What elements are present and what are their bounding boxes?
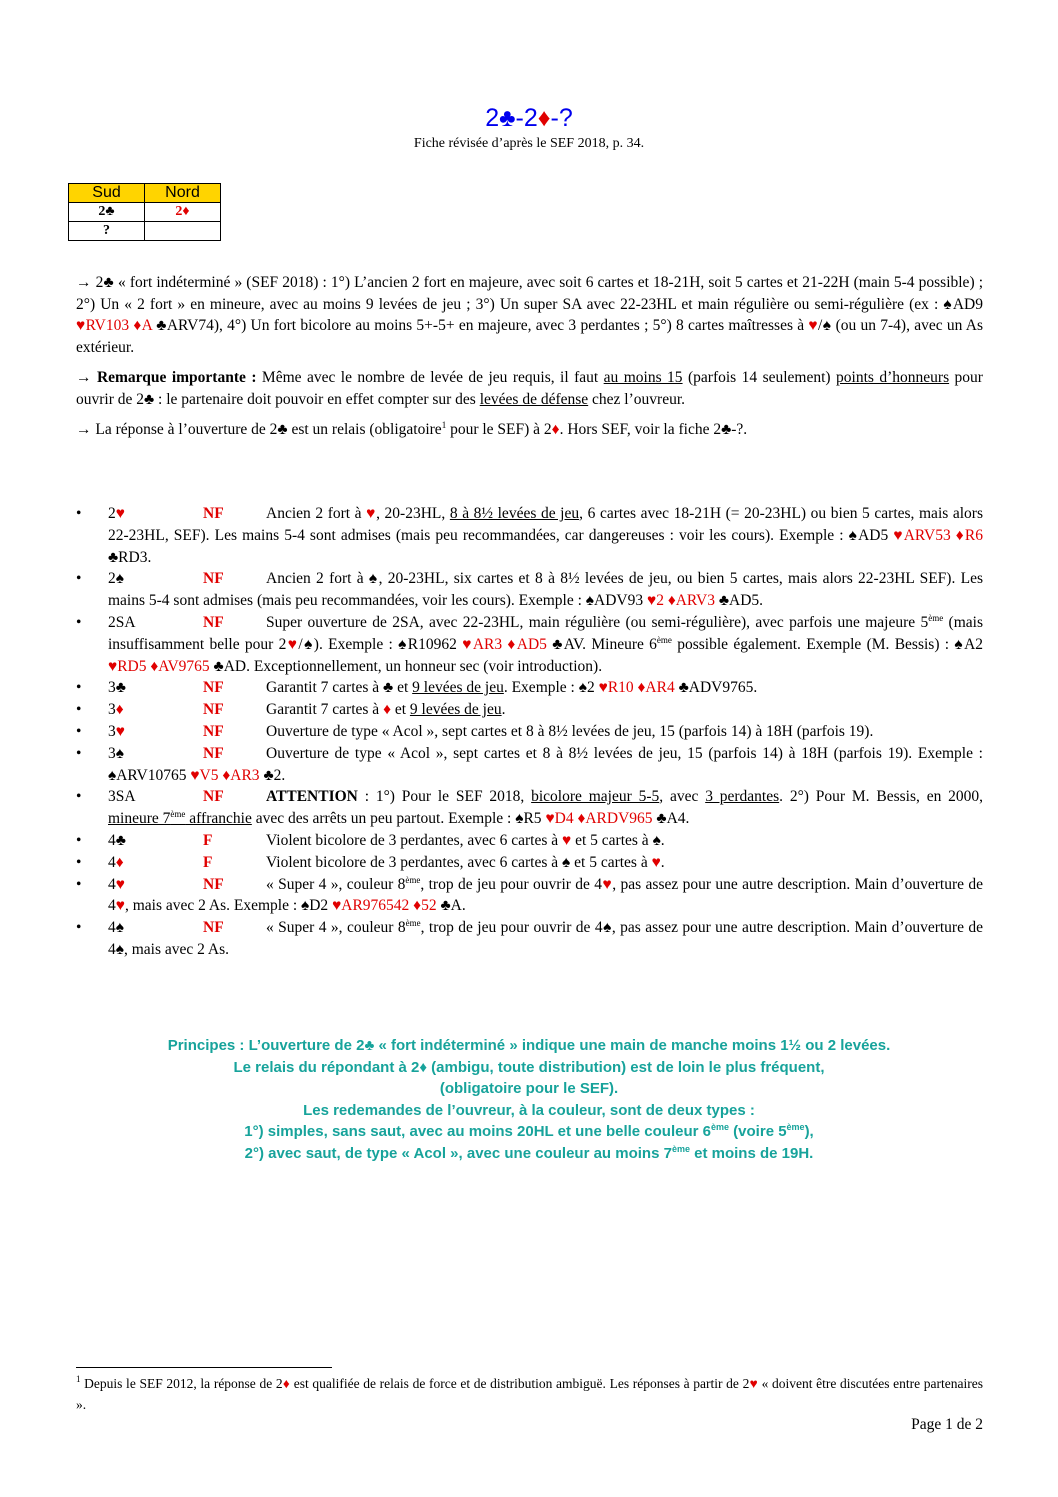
bid-level: 3 <box>108 722 116 740</box>
bullet: • <box>76 788 82 806</box>
text: « Super 4 », couleur 8 <box>266 875 406 893</box>
text: Garantit 7 cartes à ♣ et <box>266 679 413 697</box>
force-label: NF <box>203 679 224 697</box>
diamond-symbol: ♦ <box>115 853 124 871</box>
next-bid: ? <box>69 222 145 241</box>
text: . 2°) Pour M. Bessis, en 2000, <box>779 788 984 806</box>
bid-level: 4 <box>108 875 116 893</box>
superscript: ème <box>786 1122 805 1132</box>
text: ♣ARV74), 4°) Un fort bicolore au moins 5+-5+ en majeure, avec 3 perdantes ; 5°) 8 cartes maîtresses à <box>152 317 809 334</box>
text: . <box>660 853 665 871</box>
remark-label: → Remarque importante : <box>76 369 257 386</box>
text: « Super 4 », couleur 8 <box>266 919 406 937</box>
diamond-symbol: ♦ <box>383 701 391 719</box>
text: : 1°) Pour le SEF 2018, <box>357 788 532 806</box>
text: et moins de 19H. <box>689 1144 814 1162</box>
text: , mais avec 2 As. Exemple : ♠D2 <box>124 897 333 915</box>
bullet: • <box>76 613 82 631</box>
bullet: • <box>76 853 82 871</box>
bid-code <box>108 852 203 874</box>
example-red: ♥R10 ♦AR4 <box>598 679 675 697</box>
text: ♣RD3. <box>108 548 152 566</box>
text: Ouverture de type « Acol », sept cartes et 8 à 8½ levées de jeu, 15 (parfois 14) à 18H (parfois 19). Exemple : ♠ARV10765 <box>108 744 983 784</box>
force-label: NF <box>203 744 224 762</box>
bidding-table <box>68 183 221 241</box>
diamond-symbol: ♦ <box>115 701 124 719</box>
header-nord: Nord <box>145 184 221 203</box>
text: Depuis le SEF 2012, la réponse de 2 <box>80 1376 283 1391</box>
underlined-text: levées de défense <box>479 390 589 408</box>
heart-symbol: ♥ <box>115 875 125 893</box>
footnote-number: 1 <box>76 1374 81 1384</box>
bid-item-3c <box>0 677 983 699</box>
principles-line: Principes : L’ouverture de 2♣ « fort indéterminé » indique une main de manche moins 1½ ou 2 levées. <box>167 1037 891 1054</box>
footnote-divider <box>76 1367 332 1368</box>
bid-item-4d <box>0 852 983 874</box>
bullet: • <box>76 919 82 937</box>
text: , trop de jeu pour ouvrir de 4♠, pas assez pour une autre description. Main d’ouverture de 4♠, mais avec 2 As. <box>108 919 984 958</box>
bid-level: 3 <box>108 701 116 719</box>
text: avec des arrêts un peu partout. Exemple : ♠R5 <box>251 810 546 828</box>
text: , trop de jeu pour ouvrir de 4 <box>420 875 603 893</box>
text: ♣ADV9765. <box>674 679 758 697</box>
underlined-text: 9 levées de jeu <box>412 679 504 697</box>
force-label: F <box>203 853 213 871</box>
text: → 2♣ « fort indéterminé » (SEF 2018) : 1°) L’ancien 2 fort en majeure, avec soit 6 cartes et 18-21H, soit 5 cartes et 21-22H (main 5-4 possible) ; 2°) Un « 2 fort » en mineure, avec au moins 9 levées de jeu ; 3°) Un super SA avec 22-23HL et main régulière ou semi-régulière (ex : ♠AD9 <box>76 274 983 313</box>
title-part: -? <box>550 104 573 132</box>
bid-code: 4♠ <box>108 919 124 937</box>
bullet: • <box>76 875 82 893</box>
diamond-symbol: ♦ <box>551 421 560 438</box>
bid-code <box>108 699 203 721</box>
heart-symbol: ♥ <box>562 831 572 849</box>
force-label: NF <box>203 613 224 631</box>
bid-item-2h <box>0 503 983 568</box>
text: et <box>390 701 410 719</box>
force-label: NF <box>203 570 224 588</box>
bid-code: 2SA <box>108 613 136 631</box>
bullet: • <box>76 570 82 588</box>
text: (mais insuffisamment belle pour 2 <box>108 613 983 653</box>
bid-item-2s <box>0 568 983 612</box>
underlined-text: bicolore majeur 5-5 <box>531 788 660 806</box>
bullet: • <box>76 722 82 740</box>
example-red: ♥RV103 ♦A <box>76 317 153 334</box>
text: « doivent être discutées entre partenaires ». <box>76 1376 984 1412</box>
text: ♣2. <box>259 766 286 784</box>
page-subtitle: Fiche révisée d’après le SEF 2018, p. 34. <box>413 136 645 151</box>
bid-level: 2 <box>108 505 116 522</box>
example-red: ♥RD5 ♦AV9765 <box>108 657 210 675</box>
force-label: F <box>203 831 213 849</box>
text: possible également. Exemple (M. Bessis) : ♠A2 <box>671 635 984 653</box>
intro-paragraph-2 <box>76 367 983 410</box>
text: pour le SEF) à 2 <box>446 421 552 438</box>
heart-symbol: ♥ <box>115 505 125 522</box>
text: . Exemple : ♠2 <box>503 679 599 697</box>
bid-code: 4♣ <box>108 831 126 849</box>
superscript: ème <box>928 612 944 623</box>
text: ♣A4. <box>652 810 690 828</box>
intro-paragraph-1 <box>76 272 983 358</box>
footnote <box>76 1373 983 1415</box>
text: /♠ (ou un 7-4), avec un As extérieur. <box>76 317 983 356</box>
heart-symbol: ♥ <box>808 317 818 334</box>
text: pour ouvrir de 2♣ : le partenaire doit pouvoir en effet compter sur des <box>76 369 983 408</box>
superscript: ème <box>405 874 421 885</box>
text: est qualifiée de relais de force et de distribution ambiguë. Les réponses à partir de 2 <box>290 1376 750 1391</box>
underlined-text: 8 à 8½ levées de jeu <box>449 505 580 522</box>
example-red: ♥AR3 ♦AD5 <box>462 635 547 653</box>
heart-symbol: ♥ <box>651 853 661 871</box>
text: (voire 5 <box>729 1123 787 1140</box>
bullet: • <box>76 831 82 849</box>
text: et 5 cartes à ♠. <box>571 831 665 849</box>
superscript: ème <box>405 918 421 929</box>
text: chez l’ouvreur. <box>588 390 686 408</box>
bullet: • <box>76 701 82 719</box>
principles-line: (obligatoire pour le SEF). <box>439 1080 619 1097</box>
empty-cell <box>145 222 221 241</box>
heart-symbol: ♥ <box>115 722 125 740</box>
underlined-text: 9 levées de jeu <box>409 701 502 719</box>
south-bid: 2♣ <box>69 203 145 222</box>
bid-level: 4 <box>108 853 116 871</box>
heart-symbol: ♥ <box>366 505 377 522</box>
bid-code: 3SA <box>108 788 136 806</box>
text: . <box>501 701 506 719</box>
attention-label: ATTENTION <box>266 788 358 806</box>
intro-paragraph-3 <box>76 419 983 441</box>
principles-line: Le relais du répondant à 2♦ (ambigu, toute distribution) est de loin le plus fréquent, <box>233 1058 825 1076</box>
text: Violent bicolore de 3 perdantes, avec 6 cartes à ♠ et 5 cartes à <box>266 853 652 871</box>
page-title <box>0 103 1058 133</box>
text: Garantit 7 cartes à <box>266 701 384 719</box>
force-label: NF <box>203 788 224 806</box>
bid-code <box>108 874 203 896</box>
text: Ancien 2 fort à <box>266 505 367 522</box>
title-part: 2♣-2 <box>485 104 538 132</box>
bid-code <box>108 721 203 743</box>
bid-item-3nt <box>0 786 983 830</box>
bid-item-4h <box>0 874 983 918</box>
text: (parfois 14 seulement) <box>682 369 837 386</box>
heart-symbol: ♥ <box>286 635 299 653</box>
text: Ouverture de type « Acol », sept cartes et 8 à 8½ levées de jeu, 15 (parfois 14) à 18H (parfois 19). <box>266 722 874 740</box>
title-diamond: ♦ <box>537 104 551 132</box>
example-red: ♥V5 ♦AR3 <box>190 766 260 784</box>
text: mineure 7 <box>108 810 171 828</box>
bid-code: 2♠ <box>108 570 124 588</box>
text: . Hors SEF, voir la fiche 2♣-?. <box>559 421 748 438</box>
text: Même avec le nombre de levée de jeu requis, il faut <box>256 369 604 386</box>
underlined-text <box>108 810 252 827</box>
text: /♠). Exemple : ♠R10962 <box>298 635 463 653</box>
superscript: ème <box>711 1122 730 1132</box>
force-label: NF <box>203 701 224 719</box>
text: Ancien 2 fort à ♠, 20-23HL, six cartes et 8 à 8½ levées de jeu, ou bien 5 cartes, mais alors 22-23HL SEF). Les mains 5-4 sont admises (mais peu recommandées, voir les cours). Exemple : ♠ADV93 <box>108 570 983 610</box>
bid-item-3s <box>0 743 983 787</box>
text: 1°) simples, sans saut, avec au moins 20HL et une belle couleur 6 <box>244 1123 711 1140</box>
principles-line <box>0 1143 1058 1165</box>
text: ♣A. <box>436 897 466 915</box>
text: → La réponse à l’ouverture de 2♣ est un relais (obligatoire <box>76 421 442 438</box>
bid-code: 3♠ <box>108 744 124 762</box>
underlined-text: 3 perdantes <box>705 788 780 806</box>
superscript: ème <box>656 634 672 645</box>
force-label: NF <box>203 722 224 740</box>
page-number: Page 1 de 2 <box>911 1416 983 1433</box>
text: Super ouverture de 2SA, avec 22-23HL, main régulière (ou semi-régulière), avec parfois une majeure 5 <box>266 613 929 631</box>
superscript: ème <box>170 809 186 820</box>
heart-symbol: ♥ <box>749 1376 758 1391</box>
text: , pas assez pour une autre description. Main d’ouverture de 4 <box>108 875 984 915</box>
bid-item-3d <box>0 699 983 721</box>
bullet: • <box>76 505 82 522</box>
superscript: ème <box>671 1143 690 1154</box>
principles-line: Les redemandes de l’ouvreur, à la couleur, sont de deux types : <box>303 1101 755 1119</box>
underlined-text: au moins 15 <box>603 369 683 386</box>
bid-item-3h <box>0 721 983 743</box>
text: affranchie <box>185 810 252 828</box>
bullet: • <box>76 679 82 697</box>
underlined-text: points d’honneurs <box>836 369 950 386</box>
principles-line <box>0 1121 1058 1143</box>
text: 2°) avec saut, de type « Acol », avec une couleur au moins 7 <box>244 1144 672 1162</box>
text: , avec <box>659 788 706 806</box>
text: ), <box>804 1123 814 1140</box>
bid-item-4s <box>0 917 983 961</box>
text: ♣AV. Mineure 6 <box>546 635 657 653</box>
diamond-symbol: ♦ <box>282 1376 291 1391</box>
heart-symbol: ♥ <box>115 897 125 915</box>
header-sud: Sud <box>69 184 145 203</box>
text: ♣AD. Exceptionnellement, un honneur sec (voir introduction). <box>209 657 603 675</box>
force-label: NF <box>203 919 224 937</box>
text: , 6 cartes avec 18-21H (= 20-23HL) ou bien 5 cartes, mais alors 22-23HL, SEF). Les mains 5-4 sont admises (mais peu recommandées, car dangereuses : voir les cours). Exemple : ♠AD5 <box>108 505 983 544</box>
text: , 20-23HL, <box>376 505 450 522</box>
bullet: • <box>76 744 82 762</box>
force-label: NF <box>203 875 224 893</box>
north-bid: 2♦ <box>145 203 221 222</box>
example-red: ♥AR976542 ♦52 <box>332 897 437 915</box>
bid-list <box>0 503 1058 961</box>
bid-code: 3♣ <box>108 679 126 697</box>
bid-item-2nt <box>0 612 983 677</box>
force-label: NF <box>203 505 224 522</box>
heart-symbol: ♥ <box>602 875 613 893</box>
principles-block <box>0 1035 1058 1164</box>
example-red: ♥D4 ♦ARDV965 <box>545 810 653 828</box>
example-red: ♥2 ♦ARV3 <box>647 592 715 610</box>
example-red: ♥ARV53 ♦R6 <box>893 526 984 544</box>
text: Violent bicolore de 3 perdantes, avec 6 cartes à <box>266 831 563 849</box>
bid-item-4c <box>0 830 983 852</box>
text: ♣AD5. <box>714 592 764 610</box>
footnote-ref[interactable]: 1 <box>441 420 447 430</box>
bid-code <box>108 503 203 525</box>
